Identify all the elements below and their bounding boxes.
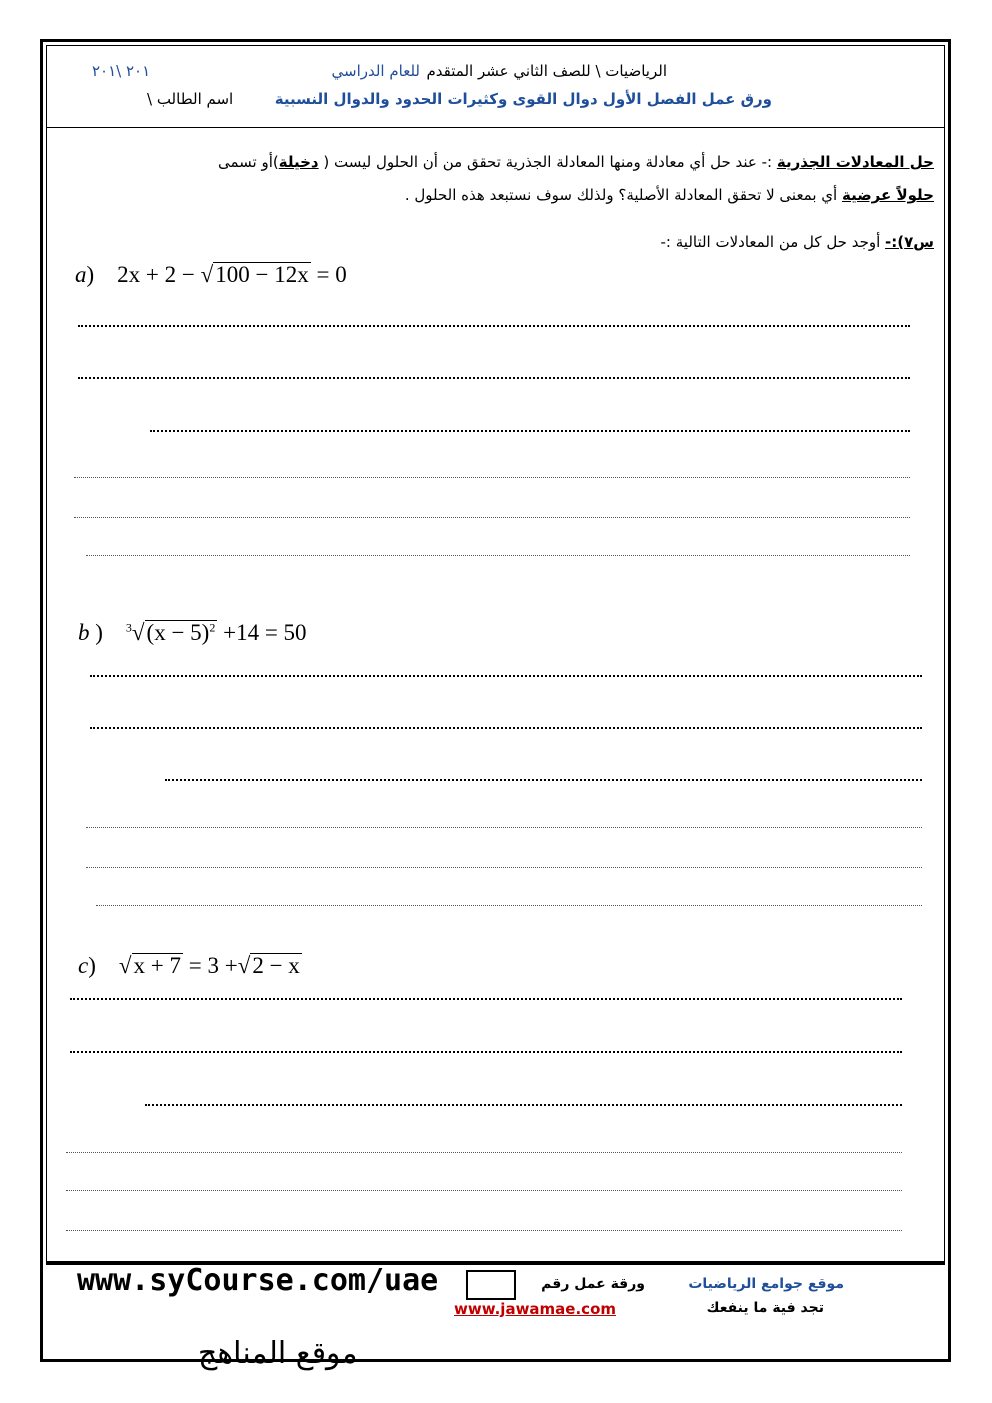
equation-c-mid: = 3 +: [188, 953, 238, 978]
sqrt-symbol: √: [131, 620, 145, 645]
footer-site-title: موقع جوامع الرياضيات: [688, 1276, 844, 1292]
jawamae-link[interactable]: www.jawamae.com: [454, 1300, 617, 1318]
answer-line[interactable]: [150, 430, 910, 432]
equation-a-left: 2x + 2 −: [117, 262, 195, 287]
equation-b: b ) $^3√(x - 5)^2 +14 = 50$: [78, 620, 307, 645]
equation-b-label: b: [78, 620, 90, 645]
term-extraneous: دخيلة: [278, 153, 319, 171]
term-incidental-solutions: حلولاً عرضية: [841, 186, 934, 204]
equation-b-base: (x − 5): [146, 620, 210, 645]
equation-a-right: = 0: [316, 262, 347, 287]
footer-site-slogan: تجد فية ما ينفعك: [706, 1300, 824, 1316]
year-label: للعام الدراسي: [331, 62, 420, 80]
answer-line[interactable]: [74, 517, 910, 518]
intro-text-1a: :- عند حل أي معادلة ومنها المعادلة الجذرية تحقق من أن الحلول ليست (: [318, 153, 777, 171]
sqrt-symbol: √: [200, 262, 214, 287]
header-divider: [46, 127, 945, 128]
sqrt-symbol: √: [237, 953, 251, 978]
question-7: [661, 233, 934, 251]
question-number: س٧):-: [885, 233, 934, 251]
term-radical-equations: حل المعادلات الجذرية: [776, 153, 934, 171]
answer-line[interactable]: [78, 325, 910, 327]
answer-line[interactable]: [66, 1190, 902, 1191]
answer-line[interactable]: [70, 998, 902, 1000]
equation-a-label: a: [75, 262, 87, 287]
intro-text-1b: )أو تسمى: [217, 153, 279, 171]
answer-line[interactable]: [70, 1051, 902, 1053]
answer-line[interactable]: [78, 377, 910, 379]
answer-line[interactable]: [86, 867, 922, 868]
equation-b-right: +14 = 50: [223, 620, 307, 645]
intro-text-2: أي بمعنى لا تحقق المعادلة الأصلية؟ ولذلك سوف نستبعد هذه الحلول .: [404, 186, 842, 204]
page-border-inner: [46, 45, 945, 1262]
equation-c-label: c: [78, 953, 89, 978]
answer-line[interactable]: [90, 727, 922, 729]
equation-c-radicand-2: 2 − x: [252, 953, 300, 978]
answer-line[interactable]: [145, 1104, 902, 1106]
answer-line[interactable]: [96, 905, 922, 906]
year-value: ٢٠١ \٢٠١: [92, 62, 151, 80]
equation-b-radicand: [145, 620, 218, 644]
answer-line[interactable]: [165, 779, 922, 781]
sqrt-symbol: √: [118, 953, 132, 978]
equation-c-radicand-1: x + 7: [133, 953, 181, 978]
answer-line[interactable]: [86, 827, 922, 828]
answer-line[interactable]: [66, 1152, 902, 1153]
syllabus-watermark: موقع المناهج: [198, 1336, 358, 1371]
equation-b-exponent: 2: [209, 620, 216, 635]
answer-line[interactable]: [86, 555, 910, 556]
intro-line-2: [405, 186, 934, 204]
worksheet-number-label: ورقة عمل رقم: [541, 1276, 645, 1292]
question-text: أوجد حل كل من المعادلات التالية :-: [660, 233, 886, 251]
equation-a-radicand: 100 − 12x: [215, 262, 309, 287]
student-name-label: اسم الطالب \: [147, 90, 234, 108]
root-index: 3: [125, 620, 132, 635]
answer-line[interactable]: [74, 477, 910, 478]
equation-a: a) 2x + 2 − √100 − 12x = 0: [75, 262, 347, 287]
worksheet-number-box[interactable]: [466, 1270, 516, 1300]
equation-c: c) √x + 7 = 3 +√2 − x: [78, 953, 300, 978]
subject-line: الرياضيات \ للصف الثاني عشر المتقدم: [426, 62, 667, 80]
sycourse-url[interactable]: www.syCourse.com/uae: [77, 1263, 439, 1298]
intro-line-1: [218, 153, 934, 171]
answer-line[interactable]: [66, 1230, 902, 1231]
answer-line[interactable]: [90, 675, 922, 677]
worksheet-title: ورق عمل الفصل الأول دوال القوى وكثيرات الحدود والدوال النسبية: [274, 90, 772, 108]
